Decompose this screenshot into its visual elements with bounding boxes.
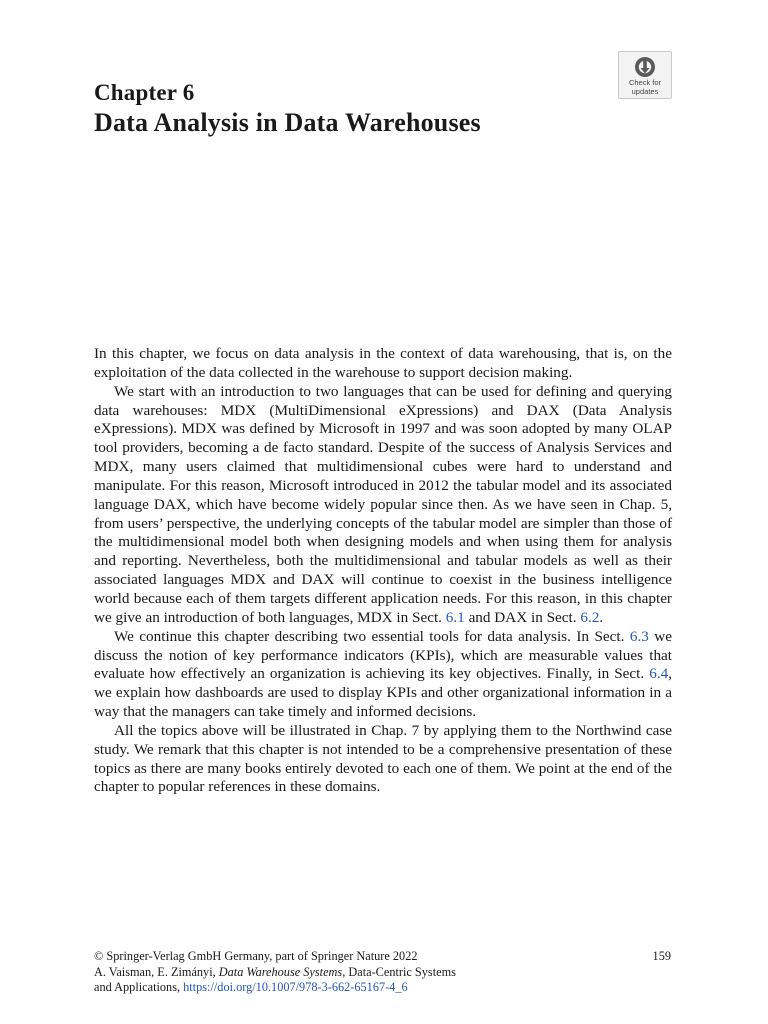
- book-title: Data Warehouse Systems: [218, 964, 343, 979]
- series-part-a: , Data-Centric Systems: [342, 964, 456, 979]
- citation-line-1: [94, 965, 672, 981]
- authors: A. Vaisman, E. Zimányi,: [94, 964, 219, 979]
- paragraph-2-text-b: and DAX in Sect.: [464, 608, 577, 626]
- page-number: 159: [652, 949, 671, 963]
- paragraph-2-text-c: .: [599, 608, 604, 626]
- chapter-label: Chapter 6: [94, 80, 195, 105]
- citation-line-2: [94, 980, 672, 996]
- chapter-intro: [94, 345, 672, 797]
- section-6-1-link[interactable]: 6.1: [445, 608, 465, 626]
- series-part-b: and Applications,: [94, 980, 184, 994]
- paragraph-3-text-b: we discuss the notion of key performance indicators (KPIs), which are measurable values that evaluate how effectively an organization is achieving its key objectives. Finally, in Sect.: [94, 627, 672, 683]
- badge-line-1: Check for: [628, 78, 662, 87]
- section-6-3-link[interactable]: 6.3: [629, 627, 649, 645]
- copyright-footer: [94, 949, 672, 996]
- copyright-line: © Springer-Verlag GmbH Germany, part of Springer Nature 2022: [94, 949, 418, 963]
- section-6-2-link[interactable]: 6.2: [580, 608, 600, 626]
- paragraph-3-text-c: , we explain how dashboards are used to display KPIs and other organizational information in a way that the managers can take timely and informed decisions.: [94, 665, 673, 721]
- check-for-updates-badge[interactable]: [618, 51, 672, 99]
- paragraph-4: All the topics above will be illustrated in Chap. 7 by applying them to the Northwind case study. We remark that this chapter is not intended to be a comprehensive presentation of these topics as there are many books entirely devoted to each one of them. We point at the end of the chapter to popular references in these domains.: [94, 721, 672, 796]
- paragraph-1: In this chapter, we focus on data analysis in the context of data warehousing, that is, on the exploitation of the data collected in the warehouse to support decision making.: [94, 345, 672, 381]
- chapter-title: Data Analysis in Data Warehouses: [94, 108, 481, 137]
- section-6-4-link[interactable]: 6.4: [649, 665, 669, 683]
- paragraph-3-text-a: We continue this chapter describing two essential tools for data analysis. In Sect.: [114, 627, 625, 645]
- check-for-updates-icon: [634, 56, 656, 78]
- paragraph-2: [94, 383, 672, 628]
- doi-link[interactable]: https://doi.org/10.1007/978-3-662-65167-4_6: [183, 980, 408, 994]
- paragraph-3: [94, 628, 672, 722]
- badge-line-2: updates: [631, 87, 659, 96]
- paragraph-2-text-a: We start with an introduction to two languages that can be used for defining and querying data warehouses: MDX (MultiDimensional eXpressions) and DAX (Data Analysis eXpressions). MDX was defined by Microsoft in 1997 and was soon adopted by many OLAP tool providers, becoming a de facto standard. Despite of the success of Analysis Services and MDX, many users claimed that multidimensional cubes were hard to understand and manipulate. For this reason, Microsoft introduced in 2012 the tabular model and its associated language DAX, which have become widely popular since then. As we have seen in Chap. 5, from users’ perspective, the underlying concepts of the tabular model are simpler than those of the multidimensional model both when designing models and when using them for analysis and reporting. Nevertheless, both the multidimensional and tabular models as well as their associated languages MDX and DAX will continue to coexist in the business intelligence world because each of them targets different application needs. For this reason, in this chapter we give an introduction of both languages, MDX in Sect.: [94, 382, 672, 626]
